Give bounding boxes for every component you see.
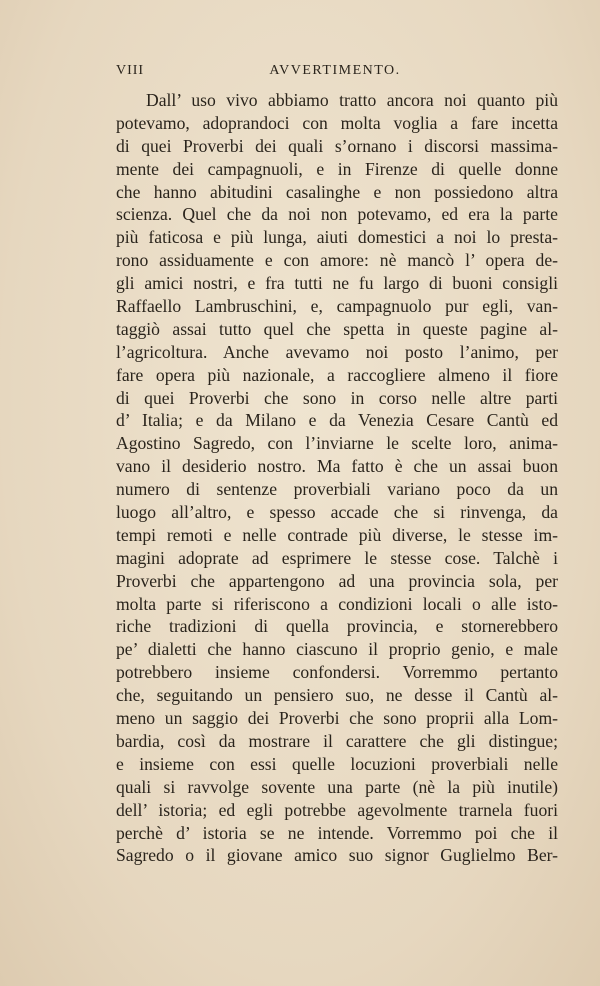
text-line: bardia, così da mostrare il carattere che gli distingue; [116,730,558,751]
text-line: quali si ravvolge sovente una parte (nè la più inutile) [116,776,558,797]
text-line: tempi remoti e nelle contrade più diverse, le stesse im- [116,524,558,545]
text-line: mente dei campagnuoli, e in Firenze di quelle donne [116,158,558,179]
text-line: Sagredo o il giovane amico suo signor Guglielmo Ber- [116,845,558,866]
text-line: Dall’ uso vivo abbiamo tratto ancora noi quanto più [146,90,558,110]
text-line: d’ Italia; e da Milano e da Venezia Cesare Cantù ed [116,410,558,431]
text-line: taggiò assai tutto quel che spetta in queste pagine al- [116,318,558,339]
text-line: vano il desiderio nostro. Ma fatto è che un assai buon [116,456,558,477]
page-number: VIII [116,63,145,78]
text-line: potrebbero insieme confondersi. Vorremmo pertanto [116,662,558,683]
text-line: di quei Proverbi dei quali s’ornano i discorsi massima- [116,135,558,156]
text-line: l’agricoltura. Anche avevamo noi posto l’animo, per [116,341,558,362]
text-line: rono assiduamente e con amore: nè mancò l’ opera de- [116,250,558,271]
text-line: riche tradizioni di quella provincia, e stornerebbero [116,616,558,637]
running-head [116,63,554,83]
text-line: che, seguitando un pensiero suo, ne desse il Cantù al- [116,685,558,706]
body-text [116,89,558,867]
running-title: AVVERTIMENTO. [269,63,401,78]
text-line: luogo all’altro, e spesso accade che si rinvenga, da [116,502,558,523]
text-line: e insieme con essi quelle locuzioni proverbiali nelle [116,753,558,774]
text-line: perchè d’ istoria se ne intende. Vorremmo poi che il [116,822,558,843]
text-line: pe’ dialetti che hanno ciascuno il proprio genio, e male [116,639,558,660]
text-line: magini adoprate ad esprimere le stesse cose. Talchè i [116,547,558,568]
text-line: Proverbi che appartengono ad una provincia sola, per [116,570,558,591]
text-line: che hanno abitudini casalinghe e non possiedono altra [116,181,558,202]
text-line: dell’ istoria; ed egli potrebbe agevolmente trarnela fuori [116,799,558,820]
text-line: scienza. Quel che da noi non potevamo, ed era la parte [116,204,558,225]
text-line: molta parte si riferiscono a condizioni locali o alle isto- [116,593,558,614]
text-line: di quei Proverbi che sono in corso nelle altre parti [116,387,558,408]
text-line: potevamo, adoprandoci con molta voglia a fare incetta [116,112,558,133]
text-line: fare opera più nazionale, a raccogliere almeno il fiore [116,364,558,385]
text-line: meno un saggio dei Proverbi che sono proprii alla Lom- [116,708,558,729]
text-line: Raffaello Lambruschini, e, campagnuolo pur egli, van- [116,296,558,317]
text-line: gli amici nostri, e fra tutti ne fu largo di buoni consigli [116,273,558,294]
text-line: numero di sentenze proverbiali variano poco da un [116,479,558,500]
text-line: Agostino Sagredo, con l’inviarne le scelte loro, anima- [116,433,558,454]
text-line: più faticosa e più lunga, aiuti domestici a noi lo presta- [116,227,558,248]
